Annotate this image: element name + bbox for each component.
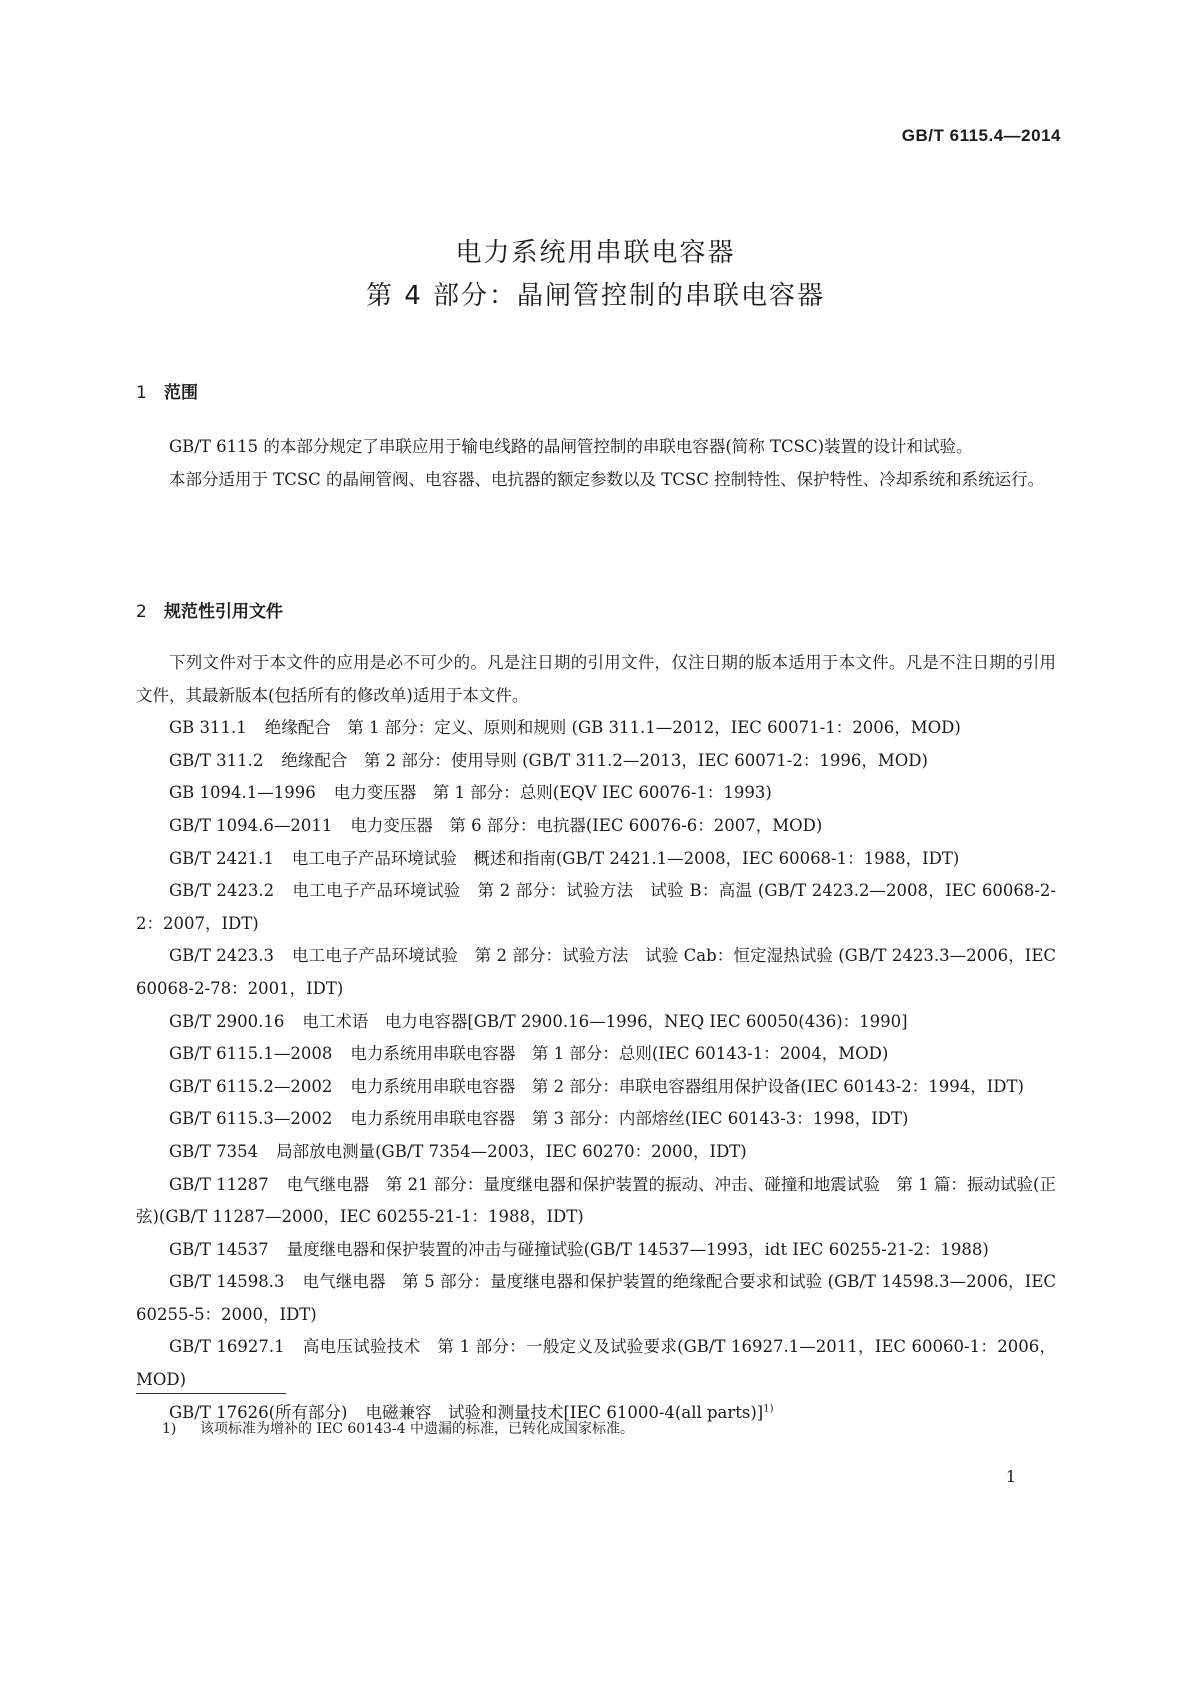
reference-item [136, 712, 1056, 745]
reference-list [136, 712, 1056, 1429]
section-2-heading [136, 597, 283, 622]
reference-title: 电气继电器 第 5 部分：量度继电器和保护装置的绝缘配合要求和试验 (GB/T 14598.3—2006，IEC 60255-5：2000，IDT) [136, 1272, 1056, 1324]
reference-title: 绝缘配合 第 2 部分：使用导则 (GB/T 311.2—2013，IEC 60071-2：1996，MOD) [281, 750, 928, 770]
section-title: 规范性引用文件 [164, 602, 283, 622]
section-1-heading [136, 378, 198, 403]
document-title-line1: 电力系统用串联电容器 [455, 238, 736, 268]
reference-item [136, 1169, 1056, 1234]
reference-item [136, 1038, 1056, 1071]
footnote [162, 1418, 634, 1438]
reference-code: GB/T 2900.16 [169, 1011, 285, 1031]
reference-code: GB 1094.1—1996 [169, 783, 316, 803]
reference-title: 电力系统用串联电容器 第 2 部分：串联电容器组用保护设备(IEC 60143-2：1994，IDT) [350, 1076, 1024, 1096]
reference-item [136, 1136, 1056, 1169]
reference-code: GB/T 11287 [169, 1174, 269, 1194]
page-number: 1 [1005, 1467, 1016, 1486]
reference-title: 电力变压器 第 6 部分：电抗器(IEC 60076-6：2007，MOD) [350, 815, 823, 835]
reference-title: 电力系统用串联电容器 第 3 部分：内部熔丝(IEC 60143-3：1998，IDT) [350, 1109, 909, 1129]
scope-paragraph-2: 本部分适用于 TCSC 的晶闸管阀、电容器、电抗器的额定参数以及 TCSC 控制特性、保护特性、冷却系统和系统运行。 [169, 469, 1045, 489]
reference-code: GB 311.1 [169, 718, 247, 738]
reference-item [136, 1071, 1056, 1104]
reference-item [136, 1234, 1056, 1267]
section-number: 2 [136, 602, 147, 622]
section-number: 1 [136, 383, 147, 403]
reference-title: 电工电子产品环境试验 第 2 部分：试验方法 试验 B：高温 (GB/T 2423.2—2008，IEC 60068-2-2：2007，IDT) [136, 881, 1056, 933]
reference-item [136, 1103, 1056, 1136]
reference-code: GB/T 6115.2—2002 [169, 1076, 333, 1096]
footnote-marker: 1) [763, 1403, 774, 1415]
reference-code: GB/T 2421.1 [169, 848, 274, 868]
reference-title: 电磁兼容 试验和测量技术[IEC 61000-4(all parts)] [365, 1402, 764, 1422]
reference-item [136, 1006, 1056, 1039]
reference-item [136, 745, 1056, 778]
reference-code: GB/T 16927.1 [169, 1337, 285, 1357]
reference-item [136, 875, 1056, 940]
section-2-body [136, 647, 1056, 1429]
reference-code: GB/T 14537 [169, 1239, 269, 1259]
reference-title: 量度继电器和保护装置的冲击与碰撞试验(GB/T 14537—1993，idt IEC 60255-21-2：1988) [286, 1239, 989, 1259]
reference-title: 电气继电器 第 21 部分：量度继电器和保护装置的振动、冲击、碰撞和地震试验 第 1 篇：振动试验(正弦)(GB/T 11287—2000，IEC 60255-21-1：1988，IDT) [136, 1174, 1056, 1227]
reference-title: 电力变压器 第 1 部分：总则(EQV IEC 60076-1：1993) [333, 783, 772, 803]
reference-item [136, 777, 1056, 810]
footnote-number: 1) [162, 1421, 177, 1437]
section-1-body [136, 431, 1056, 496]
reference-code: GB/T 2423.2 [169, 881, 275, 901]
reference-code: GB/T 6115.1—2008 [169, 1044, 333, 1064]
reference-code: GB/T 14598.3 [169, 1272, 285, 1292]
references-intro: 下列文件对于本文件的应用是必不可少的。凡是注日期的引用文件，仅注日期的版本适用于本文件。凡是不注日期的引用文件，其最新版本(包括所有的修改单)适用于本文件。 [136, 653, 1056, 705]
section-title: 范围 [164, 383, 198, 403]
reference-title: 局部放电测量(GB/T 7354—2003，IEC 60270：2000，IDT) [276, 1141, 747, 1161]
reference-item [136, 940, 1056, 1005]
reference-title: 高电压试验技术 第 1 部分：一般定义及试验要求(GB/T 16927.1—2011，IEC 60060-1：2006，MOD) [136, 1337, 1056, 1390]
reference-item [136, 810, 1056, 843]
reference-title: 电工电子产品环境试验 第 2 部分：试验方法 试验 Cab：恒定湿热试验 (GB/T 2423.3—2006，IEC 60068-2-78：2001，IDT) [136, 946, 1056, 998]
scope-paragraph-1: GB/T 6115 的本部分规定了串联应用于输电线路的晶闸管控制的串联电容器(简称 TCSC)装置的设计和试验。 [169, 437, 973, 456]
reference-item [136, 843, 1056, 876]
reference-title: 电力系统用串联电容器 第 1 部分：总则(IEC 60143-1：2004，MOD) [350, 1044, 889, 1064]
reference-code: GB/T 1094.6—2011 [169, 815, 333, 835]
reference-code: GB/T 6115.3—2002 [169, 1109, 333, 1129]
reference-code: GB/T 17626(所有部分) [169, 1402, 348, 1422]
reference-title: 电工术语 电力电容器[GB/T 2900.16—1996，NEQ IEC 60050(436)：1990] [302, 1011, 908, 1031]
reference-title: 绝缘配合 第 1 部分：定义、原则和规则 (GB 311.1—2012，IEC 60071-1：2006，MOD) [264, 718, 961, 738]
reference-code: GB/T 2423.3 [169, 946, 274, 966]
reference-item [136, 1331, 1056, 1396]
reference-code: GB/T 311.2 [169, 750, 264, 770]
reference-title: 电工电子产品环境试验 概述和指南(GB/T 2421.1—2008，IEC 60068-1：1988，IDT) [291, 848, 960, 868]
document-title-line2: 第 4 部分：晶闸管控制的串联电容器 [365, 281, 826, 311]
standard-code: GB/T 6115.4—2014 [901, 126, 1061, 145]
footnote-divider [136, 1393, 286, 1394]
footnote-text: 该项标准为增补的 IEC 60143-4 中遗漏的标准，已转化成国家标准。 [200, 1421, 634, 1437]
reference-item [136, 1266, 1056, 1331]
reference-code: GB/T 7354 [169, 1141, 259, 1161]
